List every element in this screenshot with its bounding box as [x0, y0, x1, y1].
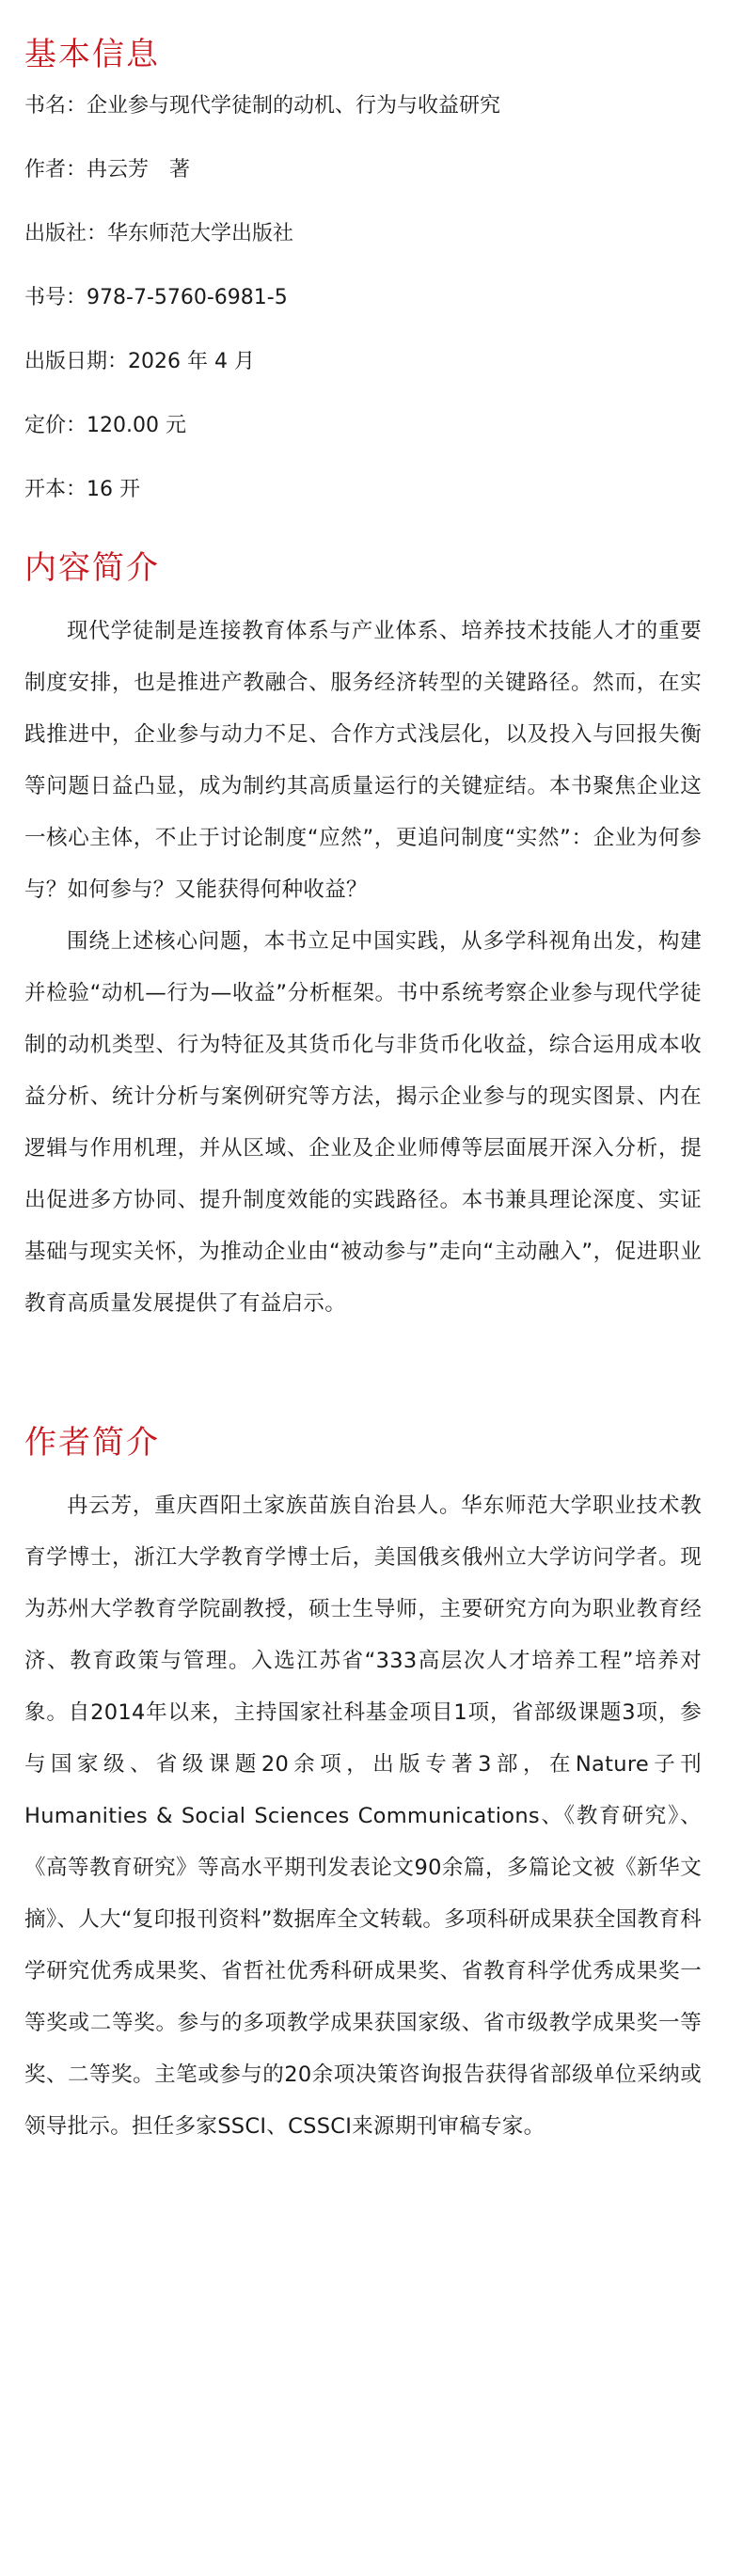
book-title-value: 企业参与现代学徒制的动机、行为与收益研究: [87, 94, 501, 118]
info-label: 出版社：: [24, 222, 108, 245]
info-label: 开本：: [24, 478, 87, 501]
info-row-isbn: [24, 284, 702, 312]
author-paragraph: 冉云芳，重庆酉阳土家族苗族自治县人。华东师范大学职业技术教育学博士，浙江大学教育学博士后，美国俄亥俄州立大学访问学者。现为苏州大学教育学院副教授，硕士生导师，主要研究方向为职业教育经济、教育政策与管理。入选江苏省“333高层次人才培养工程”培养对象。自2014年以来，主持国家社科基金项目1项，省部级课题3项，参与国家级、省级课题20余项，出版专著3部，在Nature子刊Humanities & Social Sciences Communications、《教育研究》、《高等教育研究》等高水平期刊发表论文90余篇，多篇论文被《新华文摘》、人大“复印报刊资料”数据库全文转载。多项科研成果获全国教育科学研究优秀成果奖、省哲社优秀科研成果奖、省教育科学优秀成果奖一等奖或二等奖。参与的多项教学成果获国家级、省市级教学成果奖一等奖、二等奖。主笔或参与的20余项决策咨询报告获得省部级单位采纳或领导批示。担任多家SSCI、CSSCI来源期刊审稿专家。: [24, 1493, 702, 2139]
info-label: 书号：: [24, 286, 87, 309]
content-intro-heading: 内容简介: [24, 549, 160, 587]
info-row-title: [24, 92, 702, 120]
author-value: 冉云芳 著: [87, 158, 191, 182]
info-label: 作者：: [24, 158, 87, 182]
info-row-date: [24, 348, 702, 376]
author-intro-body: [24, 1480, 702, 2153]
author-intro-heading: 作者简介: [24, 1424, 160, 1462]
info-row-price: [24, 412, 702, 440]
publisher-value: 华东师范大学出版社: [107, 222, 294, 245]
price-value: 120.00 元: [87, 414, 186, 437]
publish-date-value: 2026 年 4 月: [128, 350, 255, 373]
content-intro-body: [24, 606, 702, 1330]
basic-info-heading: 基本信息: [24, 36, 160, 73]
format-value: 16 开: [87, 478, 141, 501]
info-row-format: [24, 476, 702, 504]
content-paragraph: 围绕上述核心问题，本书立足中国实践，从多学科视角出发，构建并检验“动机—行为—收益”分析框架。书中系统考察企业参与现代学徒制的动机类型、行为特征及其货币化与非货币化收益，综合运用成本收益分析、统计分析与案例研究等方法，揭示企业参与的现实图景、内在逻辑与作用机理，并从区域、企业及企业师傅等层面展开深入分析，提出促进多方协同、提升制度效能的实践路径。本书兼具理论深度、实证基础与现实关怀，为推动企业由“被动参与”走向“主动融入”，促进职业教育高质量发展提供了有益启示。: [24, 929, 702, 1316]
basic-info-list: [24, 92, 702, 504]
info-label: 出版日期：: [24, 350, 129, 373]
info-row-publisher: [24, 220, 702, 248]
info-row-author: [24, 156, 702, 184]
info-label: 定价：: [24, 414, 87, 437]
content-paragraph: 现代学徒制是连接教育体系与产业体系、培养技术技能人才的重要制度安排，也是推进产教融合、服务经济转型的关键路径。然而，在实践推进中，企业参与动力不足、合作方式浅层化，以及投入与回报失衡等问题日益凸显，成为制约其高质量运行的关键症结。本书聚焦企业这一核心主体，不止于讨论制度“应然”，更追问制度“实然”：企业为何参与？如何参与？又能获得何种收益？: [24, 619, 702, 902]
info-label: 书名：: [24, 94, 87, 118]
isbn-value: 978-7-5760-6981-5: [87, 286, 288, 309]
